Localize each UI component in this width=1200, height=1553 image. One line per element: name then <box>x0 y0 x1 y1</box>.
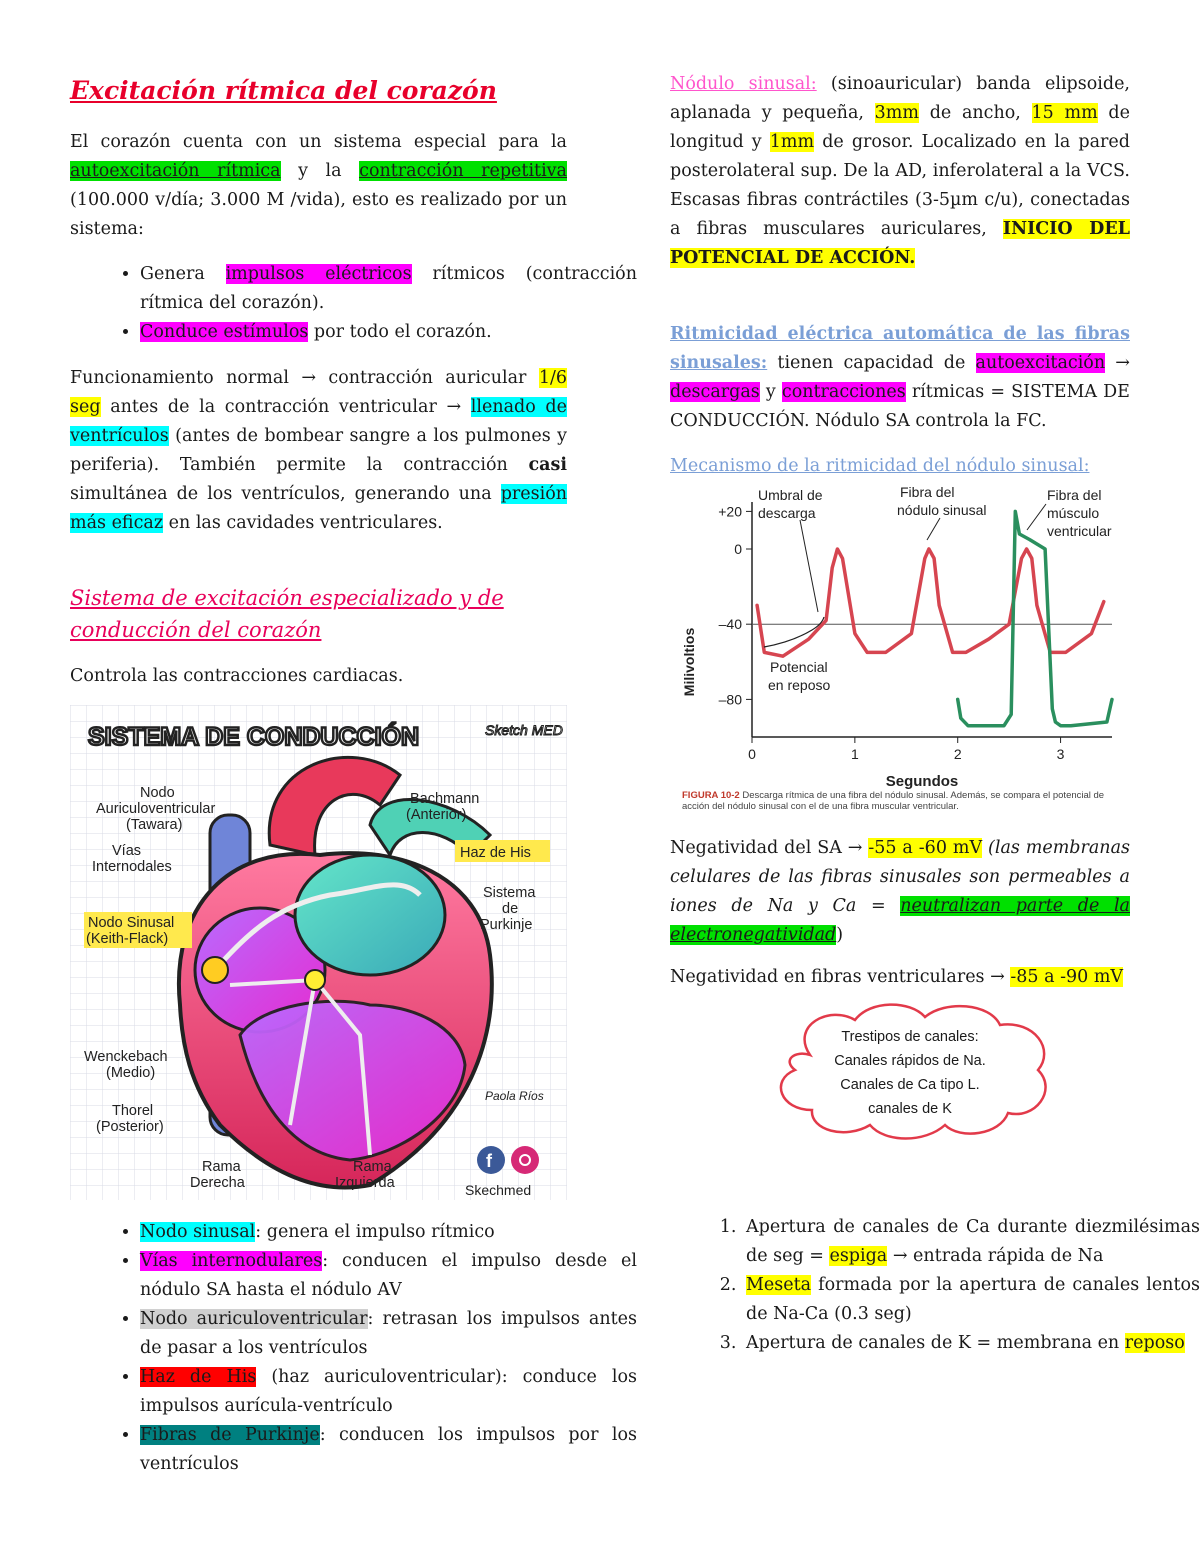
ritmicidad-paragraph <box>670 320 1130 436</box>
highlight-purkinje: Fibras de Purkinje <box>140 1425 320 1445</box>
x-tick-label: 1 <box>850 746 859 762</box>
conduction-system-illustration <box>70 705 567 1200</box>
step-text: Apertura de canales de K = membrana en <box>746 1333 1120 1353</box>
list-item <box>742 1213 1200 1271</box>
instagram-icon <box>511 1146 539 1174</box>
list-item <box>742 1271 1200 1329</box>
step-text: Apertura de canales de Ca durante diezmilésimas de seg = <box>746 1217 1200 1266</box>
nodulo-text: (sinoauricular) banda elipsoide, aplanada y pequeña, <box>670 74 1130 123</box>
neg-sa-text: Negatividad del SA → <box>670 838 863 858</box>
threshold-pointer <box>800 520 818 612</box>
list-text: (haz auriculoventricular): conduce los impulsos aurícula-ventrículo <box>140 1367 637 1416</box>
neg-sa-italic: (las membranas celulares de las fibras sinusales son permeables a iones de Na y Ca = <box>670 838 1130 916</box>
ritmo-text: rítmicas = SISTEMA DE CONDUCCIÓN. Nódulo SA controla la FC. <box>670 382 1130 431</box>
av-node <box>305 970 325 990</box>
caption-label: FIGURA 10-2 <box>682 790 740 801</box>
highlight-reposo: reposo <box>1124 1333 1185 1353</box>
x-tick-label: 3 <box>1056 746 1065 762</box>
nodulo-text: de grosor. Localizado en la pared posterolateral sup. De la AD, inferolateral a la VCS. Escasas fibras contráctiles (3-5µm c/u), conectadas a fibras musculares auriculares, <box>670 132 1130 239</box>
action-potential-chart <box>672 482 1132 822</box>
highlight-autoexcitacion-2: autoexcitación <box>975 353 1106 373</box>
negatividad-v-paragraph <box>670 963 1130 992</box>
func-text: antes de la contracción ventricular → <box>110 397 462 417</box>
list-text: : genera el impulso rítmico <box>255 1222 495 1242</box>
x-axis-label: Segundos <box>885 773 959 790</box>
intro-y: y la <box>298 161 342 181</box>
nodulo-title: Nódulo sinusal: <box>670 74 817 94</box>
label-thorel: Thorel (Posterior) <box>96 1103 164 1135</box>
intro-paragraph <box>70 128 567 244</box>
highlight-contracciones: contracciones <box>781 382 906 402</box>
highlight-55-60: -55 a -60 mV <box>868 838 983 858</box>
figure-title: SISTEMA DE CONDUCCIÓN <box>88 723 420 751</box>
list-item <box>140 1363 637 1421</box>
label-bachmann: Bachmann (Anterior) <box>406 791 480 823</box>
label-rama-izquierda: Rama Izquierda <box>335 1159 395 1191</box>
bullet-list-1 <box>70 260 637 347</box>
label-rama-derecha: Rama Derecha <box>190 1159 245 1191</box>
label-purkinje: Sistema de Purkinje <box>480 885 536 933</box>
chart-svg <box>672 482 1132 822</box>
func-text: (antes de bombear sangre a los pulmones y periferia). También permite la contracción <box>70 426 567 475</box>
highlight-descargas: descargas <box>670 382 760 402</box>
highlight-haz-his: Haz de His <box>140 1367 257 1387</box>
bullet-list-2 <box>70 1218 637 1479</box>
list-item <box>140 1421 637 1479</box>
highlight-presion: presión más eficaz <box>70 484 567 533</box>
heart-diagram <box>70 705 567 1200</box>
list-item <box>140 260 637 318</box>
nodulo-text: de ancho, <box>929 103 1021 123</box>
list-item <box>140 1247 637 1305</box>
controls-text: Controla las contracciones cardiacas. <box>70 666 404 686</box>
list-text: por todo el corazón. <box>313 322 492 342</box>
annotation-rest: Potencial en reposo <box>768 659 831 693</box>
highlight-impulsos: impulsos eléctricos <box>225 264 412 284</box>
y-tick-label: 0 <box>734 541 742 557</box>
mecanismo-title: Mecanismo de la ritmicidad del nódulo sinusal: <box>670 456 1090 476</box>
x-tick-label: 0 <box>748 746 756 762</box>
label-internodal: Vías Internodales <box>92 843 172 875</box>
figure-logo: Sketch MED <box>485 722 563 738</box>
steps-list <box>672 1213 1200 1358</box>
y-axis-label: Milivoltios <box>681 627 697 697</box>
ritmo-text: tienen capacidad de <box>777 353 966 373</box>
series-line-2 <box>958 511 1112 725</box>
list-text: : retrasan los impulsos antes de pasar a los ventrículos <box>140 1309 637 1358</box>
highlight-1-6-seg: 1/6 seg <box>70 368 567 417</box>
list-text: rítmicos (contracción rítmica del corazón). <box>140 264 637 313</box>
figure-caption <box>682 790 1127 812</box>
ritmo-y: y <box>765 382 776 402</box>
intro-text: El corazón cuenta con un sistema especial para la <box>70 132 567 152</box>
func-text: en las cavidades ventriculares. <box>168 513 443 533</box>
func-text: Funcionamiento normal → contracción auricular <box>70 368 527 388</box>
intro-text-2: (100.000 v/día; 3.000 M /vida), esto es realizado por un sistema: <box>70 190 567 239</box>
arrow-glyph: → <box>1115 353 1130 373</box>
list-text: : conducen el impulso desde el nódulo SA hasta el nódulo AV <box>140 1251 637 1300</box>
func-text: simultánea de los ventrículos, generando una <box>70 484 492 504</box>
highlight-meseta: Meseta <box>746 1275 812 1295</box>
highlight-1mm: 1mm <box>769 132 815 152</box>
highlight-3mm: 3mm <box>874 103 919 123</box>
ritmicidad-title: Ritmicidad eléctrica automática de las fibras sinusales: <box>670 324 1130 373</box>
page-title-text: Excitación rítmica del corazón <box>70 76 497 105</box>
highlight-autoexcitacion: autoexcitación rítmica <box>70 161 281 181</box>
nodulo-text: de longitud y <box>670 103 1130 152</box>
highlight-espiga: espiga <box>829 1246 888 1266</box>
list-text: : conducen los impulsos por los ventrículos <box>140 1425 638 1474</box>
caption-text: Descarga rítmica de una fibra del nódulo sinusal. Además, se compara el potencial de acción del nódulo sinusal con el de una fibra muscular ventricular. <box>682 790 1105 812</box>
section-subtitle: Sistema de excitación especializado y de conducción del corazón <box>70 586 504 642</box>
neg-sa-close: ) <box>836 925 844 945</box>
step-text: → entrada rápida de Na <box>892 1246 1104 1266</box>
page-title <box>70 76 497 105</box>
annotation-muscle: Fibra del músculo ventricular <box>1047 487 1112 539</box>
brand-label: Skechmed <box>465 1182 532 1198</box>
highlight-llenado: llenado de ventrículos <box>70 397 567 446</box>
highlight-conduce: Conduce estímulos <box>140 322 309 342</box>
negatividad-sa-paragraph <box>670 834 1130 950</box>
muscle-pointer <box>1027 504 1046 530</box>
highlight-85-90: -85 a -90 mV <box>1010 967 1124 987</box>
label-his: Haz de His <box>460 845 531 861</box>
annotation-threshold: Umbral de descarga <box>758 487 823 521</box>
funcionamiento-paragraph <box>70 364 567 538</box>
channels-cloud <box>760 995 1060 1145</box>
artist-signature: Paola Ríos <box>485 1089 544 1103</box>
label-wenckebach: Wenckebach (Medio) <box>84 1049 168 1081</box>
nodulo-paragraph <box>670 70 1130 273</box>
left-atrium <box>295 855 445 975</box>
highlight-nodo-av: Nodo auriculoventricular <box>140 1309 368 1329</box>
neg-v-text: Negatividad en fibras ventriculares → <box>670 967 1005 987</box>
cloud-text: Trestipos de canales: Canales rápidos de Na. Canales de Ca tipo L. canales de K <box>834 1029 986 1117</box>
list-item <box>140 1305 637 1363</box>
list-item <box>140 318 637 347</box>
highlight-vias: Vías internodulares <box>140 1251 323 1271</box>
list-item <box>140 1218 637 1247</box>
list-item <box>742 1329 1200 1358</box>
list-text: Genera <box>140 264 205 284</box>
highlight-contraccion: contracción repetitiva <box>359 161 567 181</box>
highlight-neutralizan: neutralizan parte de la electronegatividad <box>670 896 1130 945</box>
highlight-inicio: INICIO DEL POTENCIAL DE ACCIÓN. <box>670 219 1130 268</box>
y-tick-label: +20 <box>718 503 742 520</box>
bold-casi: casi <box>528 455 567 475</box>
x-tick-label: 2 <box>953 746 962 762</box>
step-text: formada por la apertura de canales lentos de Na-Ca (0.3 seg) <box>746 1275 1200 1324</box>
label-sinus: Nodo Sinusal (Keith-Flack) <box>86 915 175 947</box>
highlight-nodo-sinusal: Nodo sinusal <box>140 1222 256 1242</box>
sinus-pointer <box>927 518 940 540</box>
annotation-sinus: Fibra del nódulo sinusal <box>897 484 987 518</box>
y-tick-label: –80 <box>718 691 742 708</box>
highlight-15mm: 15 mm <box>1031 103 1098 123</box>
sinus-node <box>202 957 228 983</box>
facebook-glyph: f <box>486 1151 492 1171</box>
label-av-node: Nodo Auriculoventricular (Tawara) <box>96 785 216 833</box>
y-tick-label: –40 <box>718 616 742 633</box>
